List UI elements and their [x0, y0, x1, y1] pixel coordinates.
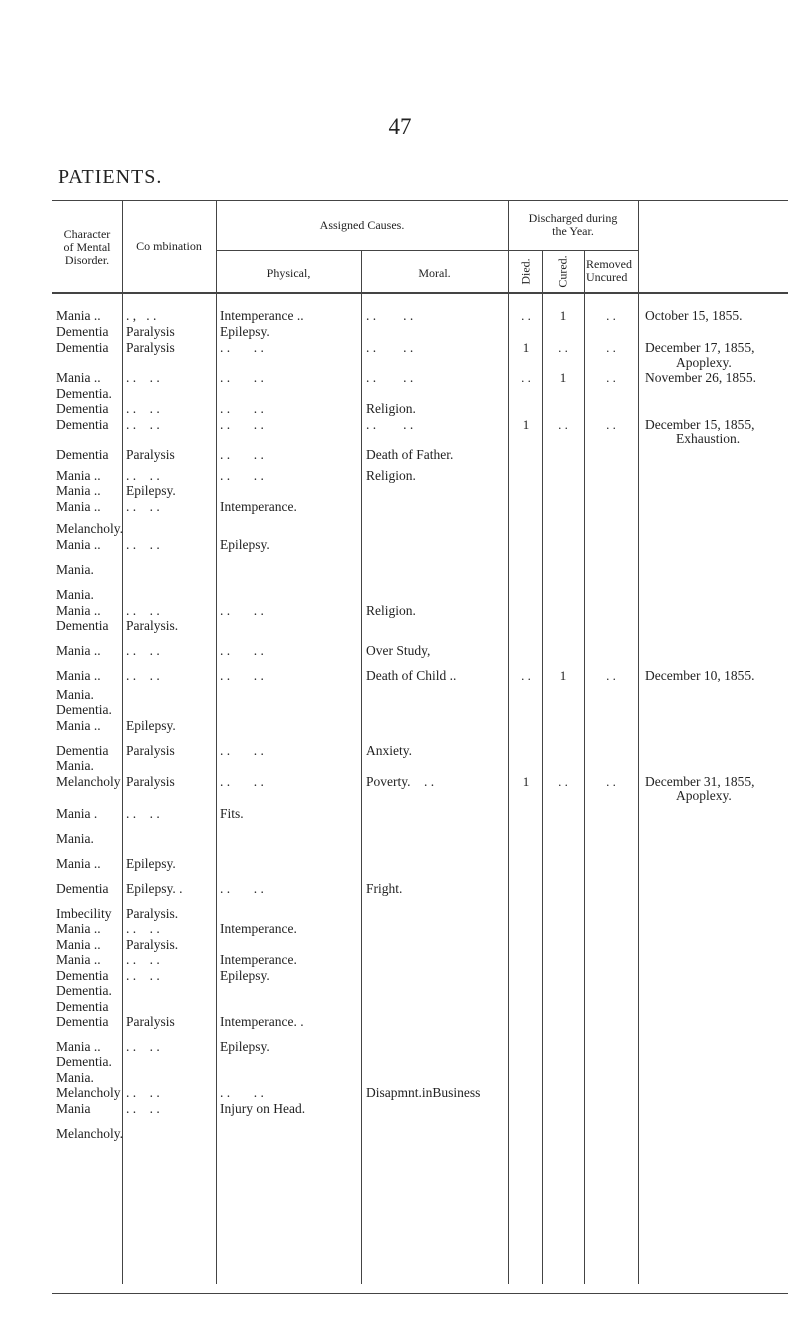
cell-physical: . . . .: [220, 447, 264, 462]
header-moral: Moral.: [418, 266, 451, 280]
col-rule: [638, 294, 639, 1284]
cell-remarks: December 31, 1855,: [645, 774, 755, 789]
header-died: Died.: [518, 258, 533, 285]
cell-removed: . .: [606, 340, 616, 355]
cell-died: 1: [522, 774, 530, 789]
cell-physical: . . . .: [220, 417, 264, 432]
header-combination: Co mbination: [136, 239, 202, 253]
cell-character: Dementia: [56, 447, 109, 462]
cell-combination: Paralysis: [126, 447, 175, 462]
cell-character: Mania ..: [56, 370, 101, 385]
cell-remarks: December 17, 1855,: [645, 340, 755, 355]
cell-character: Dementia: [56, 324, 109, 339]
header-assigned-causes: Assigned Causes.: [319, 218, 405, 232]
cell-character: Mania ..: [56, 468, 101, 483]
cell-moral: Anxiety.: [366, 743, 412, 758]
cell-character: Mania ..: [56, 668, 101, 683]
cell-physical: Intemperance ..: [220, 308, 304, 323]
cell-moral: Death of Child ..: [366, 668, 457, 683]
cell-combination: . . . .: [126, 1085, 160, 1100]
cell-physical: Injury on Head.: [220, 1101, 306, 1116]
cell-character: Dementia: [56, 340, 109, 355]
cell-removed: . .: [606, 370, 616, 385]
header-discharged: Discharged during the Year.: [528, 211, 618, 238]
header-character: Character of Mental Disorder.: [63, 227, 111, 267]
cell-combination: Paralysis: [126, 743, 175, 758]
cell-removed: . .: [606, 308, 616, 323]
col-rule: [638, 200, 639, 292]
cell-character: Dementia: [56, 968, 109, 983]
cell-character: Mania ..: [56, 856, 101, 871]
cell-combination: . . . .: [126, 370, 160, 385]
cell-character: Mania ..: [56, 308, 101, 323]
cell-remarks: Apoplexy.: [676, 355, 732, 370]
cell-moral: Religion.: [366, 401, 416, 416]
cell-moral: Religion.: [366, 603, 416, 618]
cell-moral: Poverty. . .: [366, 774, 435, 789]
cell-combination: Paralysis: [126, 1014, 175, 1029]
cell-character: Mania.: [56, 1070, 94, 1085]
cell-moral: . . . .: [366, 308, 414, 323]
header-bottom-rule: [52, 292, 788, 294]
cell-character: Dementia: [56, 1014, 109, 1029]
cell-character: Mania ..: [56, 603, 101, 618]
cell-character: Mania.: [56, 687, 94, 702]
table-top-rule: [52, 200, 788, 201]
cell-physical: Epilepsy.: [220, 1039, 270, 1054]
cell-character: Dementia.: [56, 386, 112, 401]
cell-died: 1: [522, 340, 530, 355]
cell-combination: . . . .: [126, 1039, 160, 1054]
cell-moral: Disapmnt.inBusiness: [366, 1085, 481, 1100]
cell-combination: . , . .: [126, 308, 157, 323]
cell-removed: . .: [606, 417, 616, 432]
cell-physical: . . . .: [220, 881, 264, 896]
cell-physical: . . . .: [220, 370, 264, 385]
cell-remarks: December 10, 1855.: [645, 668, 755, 683]
cell-remarks: Apoplexy.: [676, 788, 732, 803]
cell-combination: . . . .: [126, 806, 160, 821]
cell-combination: . . . .: [126, 603, 160, 618]
cell-combination: Paralysis: [126, 324, 175, 339]
cell-combination: Epilepsy. .: [126, 881, 183, 896]
cell-combination: Epilepsy.: [126, 718, 176, 733]
cell-moral: . . . .: [366, 340, 414, 355]
cell-physical: Epilepsy.: [220, 537, 270, 552]
page-number: 47: [388, 114, 412, 139]
cell-physical: Intemperance. .: [220, 1014, 304, 1029]
cell-combination: . . . .: [126, 921, 160, 936]
cell-combination: . . . .: [126, 952, 160, 967]
cell-character: Dementia.: [56, 983, 112, 998]
table-bottom-rule: [52, 1293, 788, 1294]
header-removed-uncured: Removed Uncured: [586, 257, 632, 284]
cell-physical: . . . .: [220, 603, 264, 618]
cell-character: Dementia: [56, 401, 109, 416]
cell-died: 1: [522, 417, 530, 432]
cell-physical: Intemperance.: [220, 499, 297, 514]
cell-combination: . . . .: [126, 537, 160, 552]
cell-combination: Paralysis.: [126, 906, 179, 921]
cell-combination: . . . .: [126, 668, 160, 683]
cell-moral: Death of Father.: [366, 447, 454, 462]
cell-character: Dementia: [56, 618, 109, 633]
cell-physical: Fits.: [220, 806, 244, 821]
header-cured: Cured.: [555, 255, 570, 288]
cell-remarks: October 15, 1855.: [645, 308, 743, 323]
cell-character: Dementia.: [56, 702, 112, 717]
cell-combination: Epilepsy.: [126, 483, 176, 498]
col-rule: [361, 294, 362, 1284]
cell-combination: Paralysis: [126, 774, 175, 789]
col-rule: [508, 294, 509, 1284]
cell-removed: . .: [606, 668, 616, 683]
cell-character: Melancholy: [56, 774, 121, 789]
cell-cured: 1: [559, 308, 567, 323]
page-title: PATIENTS.: [58, 166, 163, 188]
causes-subrule: [216, 250, 508, 251]
cell-cured: . .: [558, 417, 568, 432]
cell-physical: . . . .: [220, 401, 264, 416]
cell-combination: . . . .: [126, 468, 160, 483]
cell-character: Imbecility: [56, 906, 112, 921]
cell-physical: . . . .: [220, 743, 264, 758]
cell-physical: . . . .: [220, 643, 264, 658]
cell-cured: 1: [559, 370, 567, 385]
cell-physical: . . . .: [220, 774, 264, 789]
cell-character: Melancholy.: [56, 521, 123, 536]
cell-moral: . . . .: [366, 417, 414, 432]
cell-character: Dementia: [56, 881, 109, 896]
cell-character: Mania.: [56, 587, 94, 602]
cell-character: Mania.: [56, 758, 94, 773]
cell-character: Mania ..: [56, 952, 101, 967]
cell-character: Mania ..: [56, 937, 101, 952]
cell-physical: Epilepsy.: [220, 324, 270, 339]
cell-combination: . . . .: [126, 643, 160, 658]
cell-moral: Over Study,: [366, 643, 431, 658]
cell-character: Dementia.: [56, 1054, 112, 1069]
cell-physical: Epilepsy.: [220, 968, 270, 983]
cell-character: Mania ..: [56, 483, 101, 498]
cell-died: . .: [521, 370, 531, 385]
cell-physical: . . . .: [220, 1085, 264, 1100]
cell-remarks: November 26, 1855.: [645, 370, 756, 385]
cell-character: Mania ..: [56, 643, 101, 658]
col-rule: [542, 250, 543, 292]
cell-physical: Intemperance.: [220, 921, 297, 936]
cell-character: Mania ..: [56, 537, 101, 552]
cell-removed: . .: [606, 774, 616, 789]
cell-combination: . . . .: [126, 401, 160, 416]
cell-physical: . . . .: [220, 468, 264, 483]
cell-moral: Fright.: [366, 881, 403, 896]
cell-physical: . . . .: [220, 668, 264, 683]
cell-character: Mania ..: [56, 1039, 101, 1054]
cell-combination: Paralysis.: [126, 937, 179, 952]
cell-character: Mania.: [56, 562, 94, 577]
cell-remarks: December 15, 1855,: [645, 417, 755, 432]
col-rule: [584, 294, 585, 1284]
cell-character: Mania ..: [56, 718, 101, 733]
cell-character: Melancholy.: [56, 1126, 123, 1141]
cell-character: Mania .: [56, 806, 98, 821]
col-rule: [216, 294, 217, 1284]
cell-character: Mania.: [56, 831, 94, 846]
cell-character: Dementia: [56, 743, 109, 758]
col-rule: [584, 250, 585, 292]
cell-combination: . . . .: [126, 968, 160, 983]
cell-combination: Paralysis: [126, 340, 175, 355]
cell-cured: . .: [558, 774, 568, 789]
cell-remarks: Exhaustion.: [676, 431, 741, 446]
cell-character: Mania: [56, 1101, 91, 1116]
col-rule: [542, 294, 543, 1284]
cell-character: Mania ..: [56, 921, 101, 936]
cell-character: Dementia: [56, 999, 109, 1014]
cell-physical: . . . .: [220, 340, 264, 355]
header-physical: Physical,: [266, 266, 311, 280]
cell-died: . .: [521, 668, 531, 683]
cell-character: Mania ..: [56, 499, 101, 514]
cell-character: Dementia: [56, 417, 109, 432]
cell-character: Melancholy: [56, 1085, 121, 1100]
cell-combination: Epilepsy.: [126, 856, 176, 871]
cell-cured: . .: [558, 340, 568, 355]
cell-died: . .: [521, 308, 531, 323]
cell-combination: Paralysis.: [126, 618, 179, 633]
cell-combination: . . . .: [126, 499, 160, 514]
cell-combination: . . . .: [126, 417, 160, 432]
cell-cured: 1: [559, 668, 567, 683]
cell-moral: . . . .: [366, 370, 414, 385]
cell-combination: . . . .: [126, 1101, 160, 1116]
cell-moral: Religion.: [366, 468, 416, 483]
cell-physical: Intemperance.: [220, 952, 297, 967]
